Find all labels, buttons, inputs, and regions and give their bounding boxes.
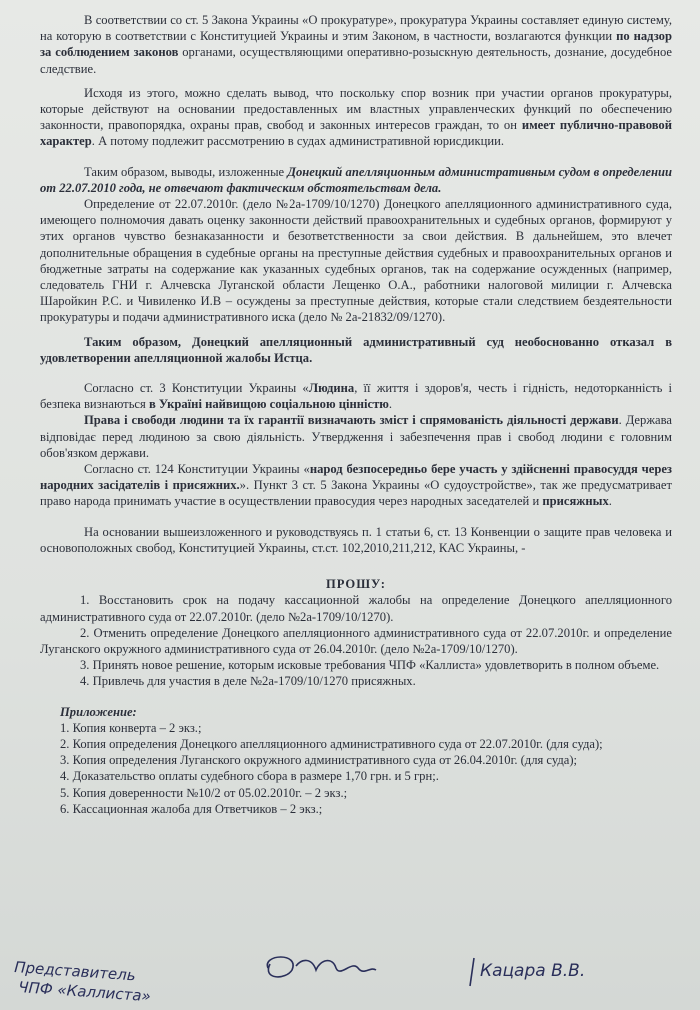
attachment-item: 3. Копия определения Луганского окружного административного суда от 26.04.2010г. (для суда); — [60, 753, 578, 768]
signature-block — [0, 946, 700, 1010]
text-run: Таким образом, выводы, изложенные — [84, 164, 288, 179]
bold-phrase: в Україні найвищою соціальною цінністю — [148, 397, 389, 412]
request-item: 3. Принять новое решение, которым исковые требования ЧПФ «Каллиста» удовлетворить в полном объеме. — [80, 658, 660, 673]
bold-phrase: имеет публично-правовой характер — [40, 118, 672, 149]
bold-phrase: Права і свободи людини та їх гарантії визначають зміст і спрямованість діяльності держави — [84, 413, 619, 428]
company-label: ЧПФ «Каллиста» — [17, 978, 152, 1006]
request-item: 1. Восстановить срок на подачу кассационной жалобы на определение Донецкого апелляционного административного суда от 22.07.2010г. (дело №2а-1709/10/1270). — [40, 593, 672, 624]
attachment-item: 6. Кассационная жалоба для Ответчиков – 2 экз.; — [60, 801, 323, 816]
paragraph-ruling-consequences: Определение от 22.07.2010г. (дело №2а-1709/10/1270) Донецкого апелляционного административного суда, имеющего полномочия давать оценку законности действий правоохранительных и судебных органов, формируют у этих органов чувство безнаказанности и безответственности за свои действия. В дальнейшем, это влечет дополнительные обращения в судебные органы на преступные действия судебных и правоохранительных органов и бюджетные затраты на содержание как указанных судебных органов, так на содержание осужденных (например, следователь ГНИ г. Алчевска Луганской области Лещенко О.А., работники налоговой милиции г. Алчевска Шаройкин Р.С. и Чивиленко И.В – осуждены за преступные действия, которые стали следствием бездеятельности прокуратуры и подачи административного иска (дело № 2а-21832/09/1270). — [40, 197, 672, 325]
paragraph-conclusions — [40, 164, 672, 196]
attachment-item: 1. Копия конверта – 2 экз.; — [60, 720, 202, 735]
text-run: . Держава відповідає перед людиною за свою діяльність. Утвердження і забезпечення прав і свобод людини є головним обов'язком держави. — [40, 413, 672, 460]
request-item: 2. Отменить определение Донецкого апелляционного административного суда от 22.07.2010г. и определение Луганского окружного административного суда от 26.04.2010г. (дело №2а-1709/10/1270). — [40, 625, 672, 656]
text-run: . — [608, 494, 612, 509]
attachment-item: 2. Копия определения Донецкого апелляционного административного суда от 22.07.2010г. (для суда); — [60, 736, 603, 751]
bold-phrase: народ безпосередньо бере участь у здійсненні правосуддя через народних засідателів і присяжних. — [40, 462, 672, 493]
signature-scribble — [267, 957, 376, 977]
text-run: ». Пункт 3 ст. 5 Закона Украины «О судоустройстве», так же предусматривает право народа принимать участие в осуществлении правосудия через народных заседателей и — [40, 478, 672, 509]
paragraph-constitution-art3 — [40, 380, 672, 412]
text-run: В соответствии со ст. 5 Закона Украины «О прокуратуре», прокуратура Украины составляет единую систему, на которую в соответствии с Конституцией Украины и этим Законом, в частности, возлагаются функции — [40, 13, 672, 44]
text-run: Исходя из этого, можно сделать вывод, что поскольку спор возник при участии органов прокуратуры, которые действуют на основании предоставленных им властных управленческих функций по обеспечению законности, правопорядка, охраны прав, свобод и законных интересов граждан, то он — [40, 85, 672, 133]
request-list — [40, 592, 672, 689]
bold-phrase: Людина — [308, 381, 355, 396]
representative-label: Представитель — [13, 958, 137, 985]
text-run: . А потому подлежит рассмотрению в судах административной юрисдикции. — [91, 134, 505, 149]
text-run: Согласно ст. 124 Конституции Украины « — [84, 462, 310, 477]
paragraph-constitution-art124 — [40, 461, 672, 510]
paragraph-rights-freedoms — [40, 412, 672, 461]
attachment-item: 4. Доказательство оплаты судебного сбора в размере 1,70 грн. и 5 грн;. — [60, 769, 439, 784]
request-title: ПРОШУ: — [326, 577, 386, 592]
paragraph-prokuratura-system — [40, 12, 672, 77]
signature-stroke — [470, 958, 474, 986]
attachments-title: Приложение: — [60, 704, 137, 719]
text-run: , її життя і здоров'я, честь і гідність, недоторканність і безпека визнаються — [40, 381, 673, 412]
bold-phrase: по надзор за соблюдением законов — [40, 29, 672, 60]
bold-phrase: присяжных — [542, 494, 609, 509]
paragraph-legal-basis: На основании вышеизложенного и руководствуясь п. 1 статьи 6, ст. 13 Конвенции о защите прав человека и основоположных свобод, Конституцией Украины, ст.ст. 102,2010,211,212, КАС Украины, - — [40, 524, 672, 555]
text-run: . — [388, 397, 393, 412]
attachment-item: 5. Копия доверенности №10/2 от 05.02.2010г. – 2 экз.; — [60, 785, 348, 800]
text-run: органами, осуществляющими оперативно-розыскную деятельность, дознание, досудебное следствие. — [40, 45, 672, 76]
request-item: 4. Привлечь для участия в деле №2а-1709/10/1270 присяжных. — [80, 674, 416, 689]
paragraph-public-legal-nature — [40, 85, 672, 150]
attachments-list — [40, 720, 672, 817]
text-run: Согласно ст. 3 Конституции Украины « — [84, 381, 309, 396]
bold-phrase: Таким образом, Донецкий апелляционный административный суд необоснованно отказал в удовлетворении апелляционной жалобы Истца. — [40, 334, 672, 365]
paragraph-unfounded-refusal — [40, 334, 672, 366]
bold-italic-phrase: Донецкий апелляционным административным судом в определении от 22.07.2010 года, не отвечают фактическим обстоятельствам дела. — [40, 164, 672, 195]
signer-name: Кацара В.В. — [480, 961, 586, 981]
